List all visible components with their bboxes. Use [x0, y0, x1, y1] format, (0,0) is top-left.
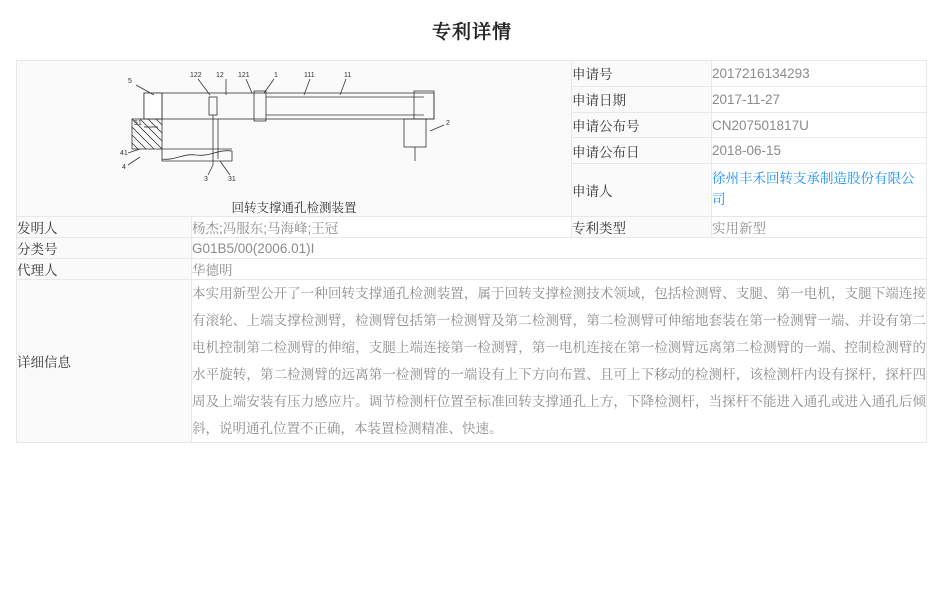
label-agent: 代理人: [17, 259, 192, 280]
value-application-date: 2017-11-27: [712, 86, 927, 112]
svg-text:51: 51: [134, 120, 142, 127]
value-classification: G01B5/00(2006.01)I: [192, 238, 927, 259]
svg-text:2: 2: [446, 120, 450, 127]
table-row: [17, 280, 927, 443]
svg-text:5: 5: [128, 78, 132, 85]
svg-text:12: 12: [216, 72, 224, 79]
value-agent: 华德明: [192, 259, 927, 280]
svg-text:31: 31: [228, 176, 236, 183]
svg-text:11: 11: [344, 72, 352, 79]
value-applicant[interactable]: 徐州丰禾回转支承制造股份有限公司: [712, 164, 927, 217]
label-patent-type: 专利类型: [572, 217, 712, 238]
svg-text:41: 41: [120, 150, 128, 157]
label-application-number: 申请号: [572, 61, 712, 87]
table-row: [17, 259, 927, 280]
label-inventor: 发明人: [17, 217, 192, 238]
figure-caption: 回转支撑通孔检测装置: [231, 201, 357, 215]
svg-text:3: 3: [204, 176, 208, 183]
patent-figure-cell: [17, 61, 572, 217]
value-publication-date: 2018-06-15: [712, 138, 927, 164]
label-application-date: 申请日期: [572, 86, 712, 112]
svg-text:4: 4: [122, 164, 126, 171]
svg-text:122: 122: [190, 72, 202, 79]
label-details: 详细信息: [17, 280, 192, 443]
label-publication-number: 申请公布号: [572, 112, 712, 138]
value-inventor: 杨杰;冯服东;马海峰;王冠: [192, 217, 572, 238]
table-row: [17, 238, 927, 259]
label-classification: 分类号: [17, 238, 192, 259]
label-publication-date: 申请公布日: [572, 138, 712, 164]
svg-text:111: 111: [304, 72, 315, 79]
svg-text:121: 121: [238, 72, 250, 79]
value-patent-type: 实用新型: [712, 217, 927, 238]
value-publication-number: CN207501817U: [712, 112, 927, 138]
patent-detail-table: [16, 60, 927, 443]
table-row: [17, 61, 927, 87]
value-details: 本实用新型公开了一种回转支撑通孔检测装置，属于回转支撑检测技术领域，包括检测臂、支腿、第一电机，支腿下端连接有滚轮、上端支撑检测臂，检测臂包括第一检测臂及第二检测臂，第二检测臂可伸缩地套装在第一检测臂一端、并设有第二电机控制第二检测臂的伸缩，支腿上端连接第一检测臂，第一电机连接在第一检测臂远离第二检测臂的一端、控制检测臂的水平旋转，第二检测臂的远离第一检测臂的一端设有上下方向布置、且可上下移动的检测杆，该检测杆内设有探杆，探杆四周及上端安装有压力感应片。调节检测杆位置至标准回转支撑通孔上方，下降检测杆，当探杆不能进入通孔或进入通孔后倾斜，说明通孔位置不正确，本装置检测精准、快速。: [192, 280, 927, 443]
page-title: 专利详情: [431, 22, 512, 43]
patent-figure: [17, 61, 571, 216]
svg-text:1: 1: [274, 72, 278, 79]
patent-drawing-icon: [114, 61, 474, 191]
value-application-number: 2017216134293: [712, 61, 927, 87]
label-applicant: 申请人: [572, 164, 712, 217]
table-row: [17, 217, 927, 238]
